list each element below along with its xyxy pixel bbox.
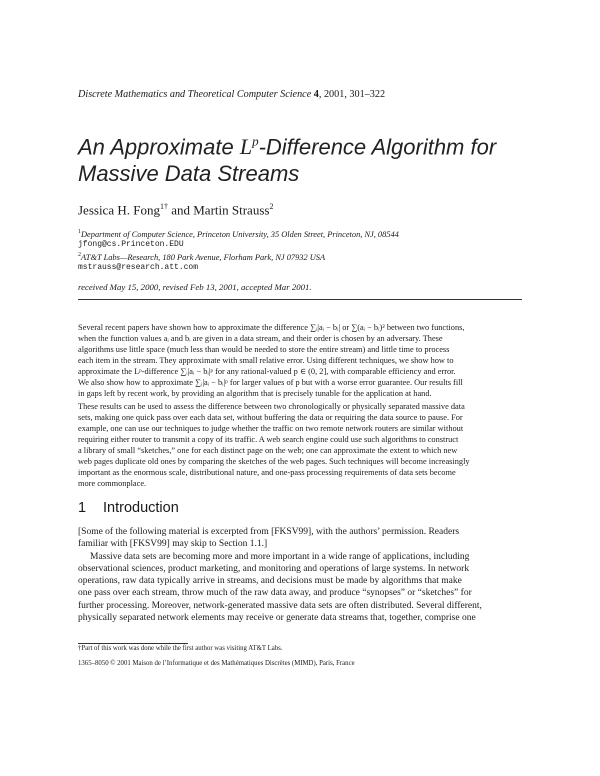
copyright-line: 1365–8050 © 2001 Maison de l’Informatique et des Mathématiques Discrètes (MIMD), Paris, France bbox=[78, 660, 355, 667]
abstract-line: when the function values aᵢ and bᵢ are given in a data stream, and their order is chosen by an adversary. These bbox=[78, 334, 443, 343]
author-1-marks: 1† bbox=[159, 202, 168, 211]
body-line: one pass over each stream, throw much of the raw data away, and produce “synopses” or “sketches” for bbox=[78, 588, 472, 599]
title-part-1: An Approximate bbox=[78, 134, 240, 160]
received-dates: received May 15, 2000, revised Feb 13, 2001, accepted Mar 2001. bbox=[78, 282, 312, 292]
abstract-line: algorithms use little space (much less than would be needed to store the entire stream) and little time to process bbox=[78, 345, 450, 354]
body-line: operations, raw data typically arrive in streams, and decisions must be made by algorithms that make bbox=[78, 576, 462, 587]
paper-title: An Approximate $L^p$-Difference Algorithm for Massive Data Streams bbox=[78, 134, 497, 187]
abstract-line: sets, making one quick pass over each data set, without buffering the data or requiring the data source to pause. For bbox=[78, 413, 463, 422]
author-list bbox=[78, 202, 273, 218]
body-text bbox=[78, 526, 522, 624]
section-title: Introduction bbox=[103, 500, 179, 516]
journal-header bbox=[78, 89, 385, 100]
affiliation-2-email: mstrauss@research.att.com bbox=[78, 263, 199, 272]
journal-volume: 4 bbox=[313, 89, 319, 100]
author-2: Martin Strauss bbox=[193, 202, 270, 218]
section-number: 1 bbox=[78, 500, 87, 516]
abstract-paragraph-2 bbox=[78, 401, 522, 489]
footnote-rule bbox=[78, 643, 188, 644]
abstract-line: more commonplace. bbox=[78, 479, 147, 488]
affiliation-2-mark: 2 bbox=[78, 252, 81, 258]
journal-year-pages: , 2001, 301–322 bbox=[318, 89, 386, 100]
body-line: familiar with [FKSV99] may skip to Section 1.1.] bbox=[78, 539, 268, 550]
header-rule bbox=[78, 299, 522, 300]
journal-name: Discrete Mathematics and Theoretical Computer Science bbox=[78, 89, 312, 100]
abstract-line: approximate the Lᵖ-difference ∑ᵢ|aᵢ − bᵢ|ᵖ for any rational-valued p ∈ (0, 2], with comparable efficiency and error. bbox=[78, 367, 456, 376]
affiliation-1-email: jfong@cs.Princeton.EDU bbox=[78, 240, 184, 249]
abstract-paragraph-1 bbox=[78, 322, 522, 399]
footnote: †Part of this work was done while the first author was visiting AT&T Labs. bbox=[78, 645, 283, 652]
body-line: Massive data sets are becoming more and more important in a wide range of applications, including bbox=[90, 551, 470, 562]
affiliation-1 bbox=[78, 227, 399, 240]
abstract-line: requiring either router to transmit a copy of its traffic. A web search engine could use such algorithms to construct bbox=[78, 435, 459, 444]
author-and: and bbox=[167, 202, 194, 218]
body-line: physically separated network elements may receive or generate data streams that, together, comprise one bbox=[78, 613, 476, 624]
author-1: Jessica H. Fong bbox=[78, 202, 160, 218]
body-line: observational sciences, product marketing, and monitoring and operations of large systems. In network bbox=[78, 563, 470, 574]
affiliation-2 bbox=[78, 250, 325, 263]
affiliation-1-text: Department of Computer Science, Princeton University, 35 Olden Street, Princeton, NJ, 08544 bbox=[81, 229, 399, 239]
title-part-1b: -Difference Algorithm for bbox=[258, 134, 497, 160]
abstract-line: example, one can use our techniques to judge whether the traffic on two remote network routers are similar without bbox=[78, 424, 464, 433]
affiliation-1-mark: 1 bbox=[78, 229, 81, 235]
abstract-line: each item in the stream. They approximate with small relative error. Using different techniques, we show how to bbox=[78, 356, 454, 365]
affiliation-2-text: AT&T Labs—Research, 180 Park Avenue, Florham Park, NJ 07932 USA bbox=[81, 252, 326, 262]
abstract-line: web pages duplicate old ones by comparing the sketches of the web pages. Such techniques will become increasingly bbox=[78, 457, 470, 466]
title-line-2: Massive Data Streams bbox=[78, 161, 300, 187]
abstract-line: a library of small “sketches,” one for each distinct page on the web; one can approximate the extent to which new bbox=[78, 446, 458, 455]
author-2-mark: 2 bbox=[269, 202, 274, 211]
section-heading bbox=[78, 500, 179, 516]
abstract-line: important as the enormous scale, distributional nature, and one-pass processing requirements of data sets become bbox=[78, 468, 456, 477]
abstract-line: Several recent papers have shown how to approximate the difference ∑ᵢ|aᵢ − bᵢ| or ∑(aᵢ − bᵢ)² between two functions, bbox=[78, 323, 465, 332]
abstract-line: in gaps left by recent work, by providing an algorithm that is precisely tunable for the application at hand. bbox=[78, 389, 432, 398]
body-line: [Some of the following material is excerpted from [FKSV99], with the authors’ permission. Readers bbox=[78, 527, 460, 537]
abstract-line: These results can be used to assess the difference between two chronologically or physically separated massive data bbox=[78, 402, 465, 411]
body-line: further processing. Moreover, network-generated massive data sets are often distributed. Several different, bbox=[78, 600, 482, 611]
abstract-line: We also show how to approximate ∑ᵢ|aᵢ − bᵢ|ᵖ for larger values of p but with a worse error guarantee. Our results fill bbox=[78, 378, 463, 387]
